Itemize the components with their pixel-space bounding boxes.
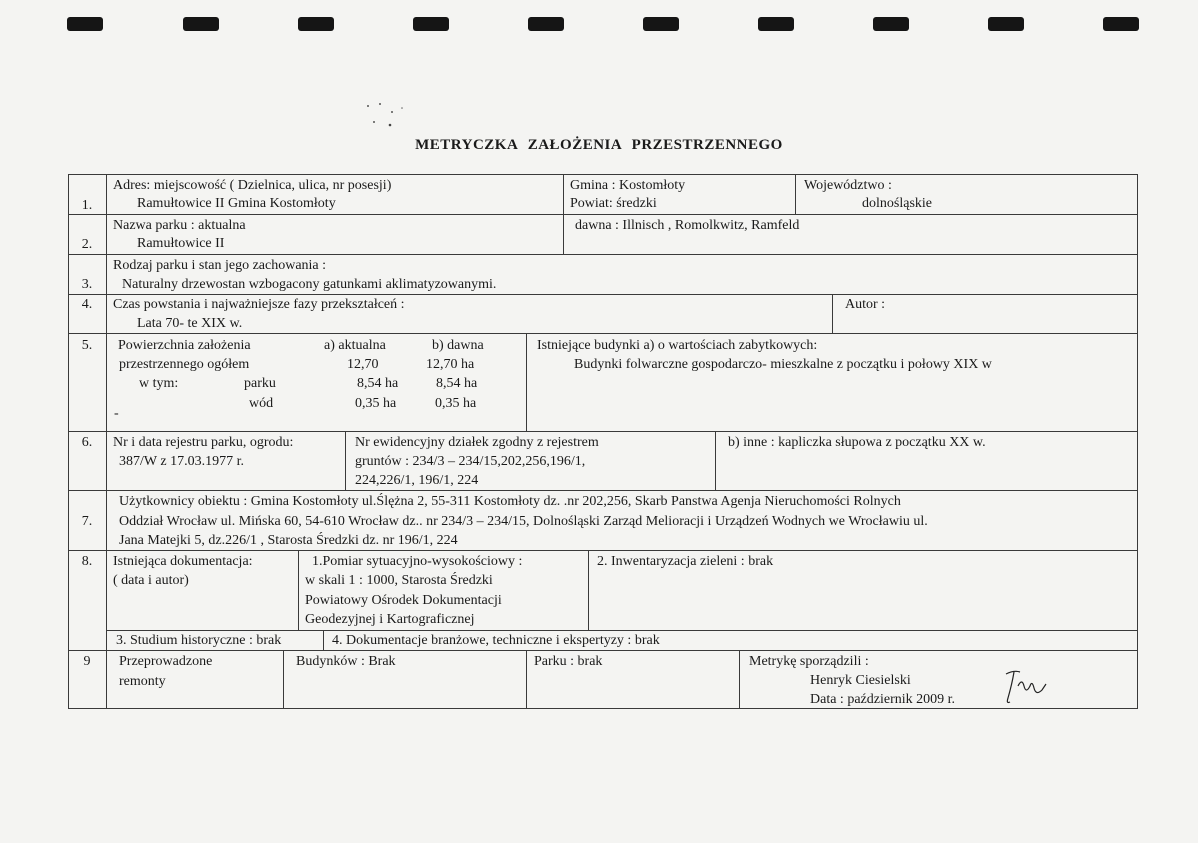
row-number: 3.	[81, 277, 93, 292]
cell-divider	[283, 650, 284, 708]
cell-divider	[715, 431, 716, 490]
creation-time-label: Czas powstania i najważniejsze fazy przekształceń :	[113, 297, 405, 312]
park-name-label: Nazwa parku : aktualna	[113, 218, 246, 233]
scan-specks	[360, 100, 420, 130]
area-label: Powierzchnia założenia	[118, 338, 251, 353]
row-divider	[68, 650, 1137, 651]
punch-hole	[298, 17, 334, 31]
creation-time-value: Lata 70- te XIX w.	[137, 316, 243, 331]
buildings-value: Budynki folwarczne gospodarczo- mieszkalne z początku i połowy XIX w	[574, 357, 992, 372]
other-objects: b) inne : kapliczka słupowa z początku XX w.	[728, 435, 986, 450]
punch-hole	[1103, 17, 1139, 31]
area-including-label: w tym:	[139, 376, 179, 391]
punch-hole	[67, 17, 103, 31]
area-total-label: przestrzennego ogółem	[119, 357, 250, 372]
address-value: Ramułtowice II Gmina Kostomłoty	[137, 196, 336, 211]
punch-hole	[643, 17, 679, 31]
cell-divider	[832, 294, 833, 333]
punch-hole	[183, 17, 219, 31]
cell-divider	[323, 630, 324, 650]
cell-divider	[739, 650, 740, 708]
cell-divider	[526, 333, 527, 431]
renovations-label: Przeprowadzone	[119, 654, 213, 669]
punch-hole	[413, 17, 449, 31]
punch-hole	[758, 17, 794, 31]
area-total-former: 12,70 ha	[426, 357, 475, 372]
cell-divider	[526, 650, 527, 708]
punch-hole	[988, 17, 1024, 31]
row-number: 7.	[81, 514, 93, 529]
users-line-1: Użytkownicy obiektu : Gmina Kostomłoty ul.Ślężna 2, 55-311 Kostomłoty dz. .nr 202,256, Skarb Panstwa Agenja Nieruchomości Rolnych	[119, 494, 901, 509]
buildings-label: Istniejące budynki a) o wartościach zabytkowych:	[537, 338, 818, 353]
prepared-by-name: Henryk Ciesielski	[810, 673, 911, 688]
row-divider	[68, 214, 1137, 215]
renovations-buildings: Budynków : Brak	[296, 654, 396, 669]
area-dash: -	[114, 406, 119, 421]
documentation-label: Istniejąca dokumentacja:	[113, 554, 253, 569]
documentation-sublabel: ( data i autor)	[113, 573, 189, 588]
row-number: 6.	[81, 435, 93, 450]
address-label: Adres: miejscowość ( Dzielnica, ulica, nr posesji)	[113, 178, 392, 193]
area-water-current: 0,35 ha	[355, 396, 397, 411]
row-number: 5.	[81, 338, 93, 353]
parcels-line-2: gruntów : 234/3 – 234/15,202,256,196/1,	[355, 454, 586, 469]
cell-divider	[298, 550, 299, 630]
area-water-former: 0,35 ha	[435, 396, 477, 411]
wojewodztwo-label: Województwo :	[804, 178, 892, 193]
area-park-current: 8,54 ha	[357, 376, 399, 391]
area-total-current: 12,70	[347, 357, 379, 372]
survey-line-1: 1.Pomiar sytuacyjno-wysokościowy :	[312, 554, 523, 569]
row-number: 1.	[81, 198, 93, 213]
cell-divider	[795, 174, 796, 214]
row-divider	[68, 294, 1137, 295]
row-divider	[68, 333, 1137, 334]
survey-line-2: w skali 1 : 1000, Starosta Średzki	[305, 573, 493, 588]
park-name-former: dawna : Illnisch , Romolkwitz, Ramfeld	[575, 218, 800, 233]
handwritten-signature	[1000, 664, 1050, 708]
author-label: Autor :	[845, 297, 886, 312]
prepared-by-label: Metrykę sporządzili :	[749, 654, 869, 669]
park-name-current: Ramułtowice II	[137, 236, 225, 251]
row-divider	[68, 431, 1137, 432]
renovations-sublabel: remonty	[119, 674, 166, 689]
greenery-inventory: 2. Inwentaryzacja zieleni : brak	[597, 554, 774, 569]
wojewodztwo-value: dolnośląskie	[862, 196, 932, 211]
powiat-text: Powiat: średzki	[570, 196, 657, 211]
row-divider	[68, 490, 1137, 491]
row-divider	[106, 630, 1137, 631]
survey-line-3: Powiatowy Ośrodek Dokumentacji	[305, 593, 502, 608]
prepared-date: Data : październik 2009 r.	[810, 692, 956, 707]
punch-hole	[528, 17, 564, 31]
row-divider	[68, 550, 1137, 551]
row-number: 8.	[81, 554, 93, 569]
area-col-former: b) dawna	[432, 338, 484, 353]
punch-hole	[873, 17, 909, 31]
cell-divider	[588, 550, 589, 630]
gmina-text: Gmina : Kostomłoty	[570, 178, 686, 193]
parcels-line-3: 224,226/1, 196/1, 224	[355, 473, 479, 488]
technical-documentation: 4. Dokumentacje branżowe, techniczne i ekspertyzy : brak	[332, 633, 660, 648]
row-number: 4.	[81, 297, 93, 312]
area-park-label: parku	[244, 376, 276, 391]
area-col-current: a) aktualna	[324, 338, 386, 353]
renovations-park: Parku : brak	[534, 654, 603, 669]
parcels-line-1: Nr ewidencyjny działek zgodny z rejestrem	[355, 435, 599, 450]
cell-divider	[345, 431, 346, 490]
document-title: METRYCZKA ZAŁOŻENIA PRZESTRZENNEGO	[415, 137, 783, 153]
row-divider	[68, 254, 1137, 255]
historical-study: 3. Studium historyczne : brak	[116, 633, 282, 648]
row-number: 2.	[81, 237, 93, 252]
users-line-2: Oddział Wrocław ul. Mińska 60, 54-610 Wrocław dz.. nr 234/3 – 234/15, Dolnośląski Zarząd Melioracji i Urządzeń Wodnych we Wrocławiu ul.	[119, 514, 928, 529]
park-type-value: Naturalny drzewostan wzbogacony gatunkami aklimatyzowanymi.	[122, 277, 497, 292]
area-park-former: 8,54 ha	[436, 376, 478, 391]
area-water-label: wód	[249, 396, 274, 411]
survey-line-4: Geodezyjnej i Kartograficznej	[305, 612, 475, 627]
cell-divider	[563, 174, 564, 254]
row-number: 9	[83, 654, 91, 669]
registry-label: Nr i data rejestru parku, ogrodu:	[113, 435, 294, 450]
park-type-label: Rodzaj parku i stan jego zachowania :	[113, 258, 327, 273]
users-line-3: Jana Matejki 5, dz.226/1 , Starosta Średzki dz. nr 196/1, 224	[119, 533, 458, 548]
registry-value: 387/W z 17.03.1977 r.	[119, 454, 244, 469]
